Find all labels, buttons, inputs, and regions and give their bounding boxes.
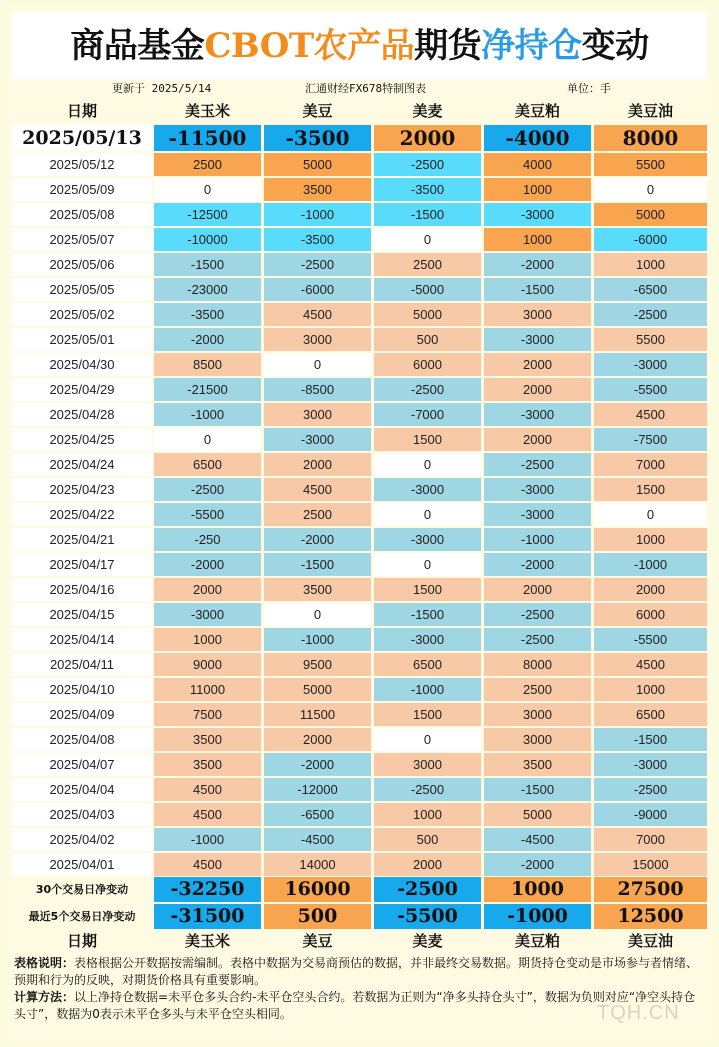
value-cell: 1000 [154, 628, 261, 651]
value-cell: -5500 [594, 378, 707, 401]
title-part-5: 变动 [581, 26, 649, 66]
table-row [12, 778, 707, 801]
table-row [12, 503, 707, 526]
value-cell: 2000 [154, 578, 261, 601]
value-cell: 6500 [154, 453, 261, 476]
date-cell: 2025/04/14 [12, 628, 152, 651]
value-cell: -3500 [374, 178, 481, 201]
value-cell: -2500 [484, 453, 591, 476]
value-cell: 2000 [264, 453, 371, 476]
value-cell: 2000 [484, 353, 591, 376]
value-cell: -23000 [154, 278, 261, 301]
value-cell: 4500 [154, 853, 261, 876]
table-row [12, 428, 707, 451]
description-label: 表格说明： [14, 956, 75, 970]
value-cell: 2500 [264, 503, 371, 526]
footer-header-wheat: 美麦 [412, 932, 443, 950]
table-row [12, 553, 707, 576]
date-cell: 2025/04/22 [12, 503, 152, 526]
table-row [12, 578, 707, 601]
value-cell: 4500 [264, 478, 371, 501]
column-header-date: 日期 [66, 102, 97, 120]
value-cell: 2000 [374, 125, 481, 151]
summary-row [12, 877, 707, 902]
table-row [12, 753, 707, 776]
value-cell: -2500 [374, 778, 481, 801]
table-row [12, 478, 707, 501]
table-row [12, 828, 707, 851]
value-cell: 3500 [264, 178, 371, 201]
date-cell: 2025/05/08 [12, 203, 152, 226]
value-cell: -2000 [154, 328, 261, 351]
column-header-soymeal: 美豆粕 [514, 102, 560, 120]
date-cell: 2025/04/04 [12, 778, 152, 801]
date-cell: 2025/04/17 [12, 553, 152, 576]
value-cell: 500 [264, 904, 371, 929]
value-cell: -2000 [264, 528, 371, 551]
value-cell: 2000 [594, 578, 707, 601]
value-cell: -4500 [484, 828, 591, 851]
date-cell: 2025/05/06 [12, 253, 152, 276]
date-cell: 2025/04/28 [12, 403, 152, 426]
value-cell: -2000 [484, 853, 591, 876]
value-cell: -1000 [484, 528, 591, 551]
table-row [12, 253, 707, 276]
value-cell: 6000 [374, 353, 481, 376]
value-cell: 3000 [484, 303, 591, 326]
value-cell: 27500 [594, 877, 707, 902]
column-header-soybean: 美豆 [302, 102, 333, 120]
value-cell: -2000 [154, 553, 261, 576]
date-cell: 2025/04/25 [12, 428, 152, 451]
table-row [12, 378, 707, 401]
value-cell: -3000 [374, 628, 481, 651]
value-cell: 5000 [374, 303, 481, 326]
value-cell: -2500 [484, 628, 591, 651]
title-part-4: 净持仓 [481, 26, 582, 66]
value-cell: 3500 [154, 728, 261, 751]
date-cell: 2025/04/16 [12, 578, 152, 601]
value-cell: -21500 [154, 378, 261, 401]
value-cell: 0 [154, 428, 261, 451]
value-cell: 0 [264, 603, 371, 626]
value-cell: 8000 [484, 653, 591, 676]
table-row [12, 728, 707, 751]
value-cell: -10000 [154, 228, 261, 251]
footer-header-soyoil: 美豆油 [627, 932, 673, 950]
table-row [12, 853, 707, 876]
value-cell: 5000 [264, 678, 371, 701]
column-header-corn: 美玉米 [184, 102, 230, 120]
value-cell: -1000 [264, 203, 371, 226]
value-cell: 2500 [484, 678, 591, 701]
value-cell: -2500 [484, 603, 591, 626]
value-cell: 3500 [154, 753, 261, 776]
column-header-wheat: 美麦 [412, 102, 443, 120]
value-cell: -2500 [374, 378, 481, 401]
value-cell: -2500 [374, 877, 481, 902]
value-cell: -1500 [484, 778, 591, 801]
date-cell: 2025/04/11 [12, 653, 152, 676]
value-cell: -1000 [264, 628, 371, 651]
value-cell: 5000 [594, 203, 707, 226]
value-cell: 1500 [594, 478, 707, 501]
value-cell: 2000 [484, 578, 591, 601]
value-cell: 0 [374, 553, 481, 576]
value-cell: -3000 [484, 503, 591, 526]
value-cell: 6500 [594, 703, 707, 726]
date-cell: 2025/04/08 [12, 728, 152, 751]
value-cell: -2500 [594, 778, 707, 801]
value-cell: 500 [374, 328, 481, 351]
table-row [12, 153, 707, 176]
value-cell: -3000 [484, 328, 591, 351]
value-cell: -3000 [264, 428, 371, 451]
date-cell: 2025/04/07 [12, 753, 152, 776]
value-cell: -6000 [264, 278, 371, 301]
value-cell: 1000 [484, 228, 591, 251]
column-header-soyoil: 美豆油 [627, 102, 673, 120]
table-row [12, 328, 707, 351]
date-cell: 2025/04/10 [12, 678, 152, 701]
table-row [12, 303, 707, 326]
value-cell: -3500 [264, 228, 371, 251]
value-cell: -7000 [374, 403, 481, 426]
value-cell: 2000 [484, 378, 591, 401]
value-cell: -5500 [154, 503, 261, 526]
summary-label: 30个交易日净变动 [12, 877, 152, 902]
value-cell: 16000 [264, 877, 371, 902]
value-cell: -5000 [374, 278, 481, 301]
table-row [12, 278, 707, 301]
value-cell: 9500 [264, 653, 371, 676]
value-cell: -3000 [154, 603, 261, 626]
value-cell: 3500 [484, 753, 591, 776]
value-cell: 4500 [154, 803, 261, 826]
table-row [12, 803, 707, 826]
value-cell: -3000 [374, 478, 481, 501]
table-row [12, 125, 707, 151]
value-cell: 8500 [154, 353, 261, 376]
value-cell: 0 [154, 178, 261, 201]
value-cell: -31500 [154, 904, 261, 929]
date-cell: 2025/05/12 [12, 153, 152, 176]
value-cell: 3000 [484, 703, 591, 726]
value-cell: 0 [374, 728, 481, 751]
value-cell: 500 [374, 828, 481, 851]
value-cell: -2000 [264, 753, 371, 776]
value-cell: 6000 [594, 603, 707, 626]
value-cell: -1500 [594, 728, 707, 751]
value-cell: -3500 [264, 125, 371, 151]
value-cell: 11500 [264, 703, 371, 726]
value-cell: 9000 [154, 653, 261, 676]
value-cell: 7000 [594, 453, 707, 476]
value-cell: -32250 [154, 877, 261, 902]
value-cell: -7500 [594, 428, 707, 451]
table-row [12, 353, 707, 376]
value-cell: 11000 [154, 678, 261, 701]
value-cell: -11500 [154, 125, 261, 151]
value-cell: -1000 [594, 553, 707, 576]
value-cell: -2500 [594, 303, 707, 326]
value-cell: 4500 [154, 778, 261, 801]
date-cell: 2025/05/01 [12, 328, 152, 351]
value-cell: 3000 [264, 328, 371, 351]
value-cell: 2500 [154, 153, 261, 176]
value-cell: 7500 [154, 703, 261, 726]
value-cell: 4500 [264, 303, 371, 326]
value-cell: 0 [374, 453, 481, 476]
value-cell: -4000 [484, 125, 591, 151]
value-cell: -1500 [484, 278, 591, 301]
watermark: TQH.CN [597, 1002, 680, 1024]
summary-row [12, 904, 707, 929]
value-cell: -1500 [374, 203, 481, 226]
value-cell: 1000 [594, 678, 707, 701]
value-cell: 1500 [374, 428, 481, 451]
value-cell: 0 [374, 228, 481, 251]
table-row [12, 178, 707, 201]
value-cell: 1000 [594, 528, 707, 551]
table-description [14, 955, 704, 989]
value-cell: 0 [594, 503, 707, 526]
value-cell: 6500 [374, 653, 481, 676]
value-cell: 3000 [374, 753, 481, 776]
value-cell: 5000 [484, 803, 591, 826]
value-cell: 1000 [374, 803, 481, 826]
method-label: 计算方法： [14, 990, 75, 1004]
value-cell: -3000 [484, 478, 591, 501]
value-cell: 0 [264, 353, 371, 376]
value-cell: -3500 [154, 303, 261, 326]
date-cell: 2025/04/21 [12, 528, 152, 551]
date-cell: 2025/04/15 [12, 603, 152, 626]
date-cell: 2025/04/29 [12, 378, 152, 401]
value-cell: -8500 [264, 378, 371, 401]
value-cell: 12500 [594, 904, 707, 929]
value-cell: 8000 [594, 125, 707, 151]
value-cell: -3000 [484, 403, 591, 426]
value-cell: 5000 [264, 153, 371, 176]
date-cell: 2025/05/07 [12, 228, 152, 251]
value-cell: -3000 [594, 353, 707, 376]
table-row [12, 203, 707, 226]
value-cell: 4500 [594, 653, 707, 676]
title-part-2: CBOT农产品 [204, 26, 415, 66]
value-cell: -1000 [154, 403, 261, 426]
value-cell: 15000 [594, 853, 707, 876]
value-cell: 1500 [374, 703, 481, 726]
value-cell: -1500 [374, 603, 481, 626]
value-cell: 1000 [484, 877, 591, 902]
value-cell: 1000 [594, 253, 707, 276]
value-cell: -2000 [484, 553, 591, 576]
value-cell: 7000 [594, 828, 707, 851]
value-cell: 2000 [374, 853, 481, 876]
value-cell: -4500 [264, 828, 371, 851]
table-row [12, 653, 707, 676]
table-row [12, 228, 707, 251]
date-cell: 2025/04/30 [12, 353, 152, 376]
date-cell: 2025/05/09 [12, 178, 152, 201]
value-cell: -2500 [264, 253, 371, 276]
value-cell: -1500 [154, 253, 261, 276]
footer-header-corn: 美玉米 [184, 932, 230, 950]
value-cell: 2000 [484, 428, 591, 451]
value-cell: 4000 [484, 153, 591, 176]
summary-label: 最近5个交易日净变动 [12, 904, 152, 929]
table-row [12, 453, 707, 476]
footer-header-soymeal: 美豆粕 [514, 932, 560, 950]
value-cell: 5500 [594, 153, 707, 176]
page-title [12, 13, 707, 79]
table-row [12, 603, 707, 626]
value-cell: -12000 [264, 778, 371, 801]
value-cell: -3000 [374, 528, 481, 551]
value-cell: -1000 [484, 904, 591, 929]
table-row [12, 528, 707, 551]
title-part-3: 期货 [414, 26, 482, 66]
footer-header-date: 日期 [66, 932, 97, 950]
value-cell: 3500 [264, 578, 371, 601]
value-cell: 0 [374, 503, 481, 526]
value-cell: -1000 [154, 828, 261, 851]
value-cell: -1500 [264, 553, 371, 576]
value-cell: -6500 [594, 278, 707, 301]
value-cell: -5500 [594, 628, 707, 651]
value-cell: 3000 [484, 728, 591, 751]
footer-header-soybean: 美豆 [302, 932, 333, 950]
value-cell: 3000 [264, 403, 371, 426]
unit-label: 单位：手 [567, 82, 611, 95]
value-cell: 2000 [264, 728, 371, 751]
date-cell: 2025/05/13 [12, 125, 152, 151]
value-cell: -6000 [594, 228, 707, 251]
value-cell: -3000 [484, 203, 591, 226]
value-cell: 1000 [484, 178, 591, 201]
value-cell: -250 [154, 528, 261, 551]
value-cell: -5500 [374, 904, 481, 929]
table-row [12, 403, 707, 426]
date-cell: 2025/05/05 [12, 278, 152, 301]
date-cell: 2025/04/03 [12, 803, 152, 826]
value-cell: -2500 [154, 478, 261, 501]
method-text: 以上净持仓数据=未平仓多头合约-未平仓空头合约。若数据为正则为“净多头持仓头寸”，数据为负则对应“净空头持仓头寸”，数据为0表示未平仓多头与未平仓空头相同。 [14, 990, 696, 1021]
value-cell: -1000 [374, 678, 481, 701]
date-cell: 2025/04/09 [12, 703, 152, 726]
date-cell: 2025/04/24 [12, 453, 152, 476]
value-cell: 0 [594, 178, 707, 201]
source-label: 汇通财经FX678特制图表 [305, 82, 427, 95]
value-cell: -12500 [154, 203, 261, 226]
date-cell: 2025/05/02 [12, 303, 152, 326]
date-cell: 2025/04/02 [12, 828, 152, 851]
value-cell: -6500 [264, 803, 371, 826]
value-cell: -2000 [484, 253, 591, 276]
value-cell: 4500 [594, 403, 707, 426]
value-cell: -3000 [594, 753, 707, 776]
value-cell: -9000 [594, 803, 707, 826]
value-cell: 5500 [594, 328, 707, 351]
table-row [12, 678, 707, 701]
table-row [12, 628, 707, 651]
value-cell: 2500 [374, 253, 481, 276]
date-cell: 2025/04/23 [12, 478, 152, 501]
value-cell: -2500 [374, 153, 481, 176]
description-text: 表格根据公开数据按需编制。表格中数据为交易商预估的数据，并非最终交易数据。期货持仓变动是市场参与者情绪、预期和行为的反映，对期货价格具有重要影响。 [14, 956, 699, 987]
title-part-1: 商品基金 [70, 26, 205, 66]
value-cell: 14000 [264, 853, 371, 876]
table-row [12, 703, 707, 726]
date-cell: 2025/04/01 [12, 853, 152, 876]
value-cell: 1500 [374, 578, 481, 601]
update-date: 更新于 2025/5/14 [112, 82, 212, 95]
